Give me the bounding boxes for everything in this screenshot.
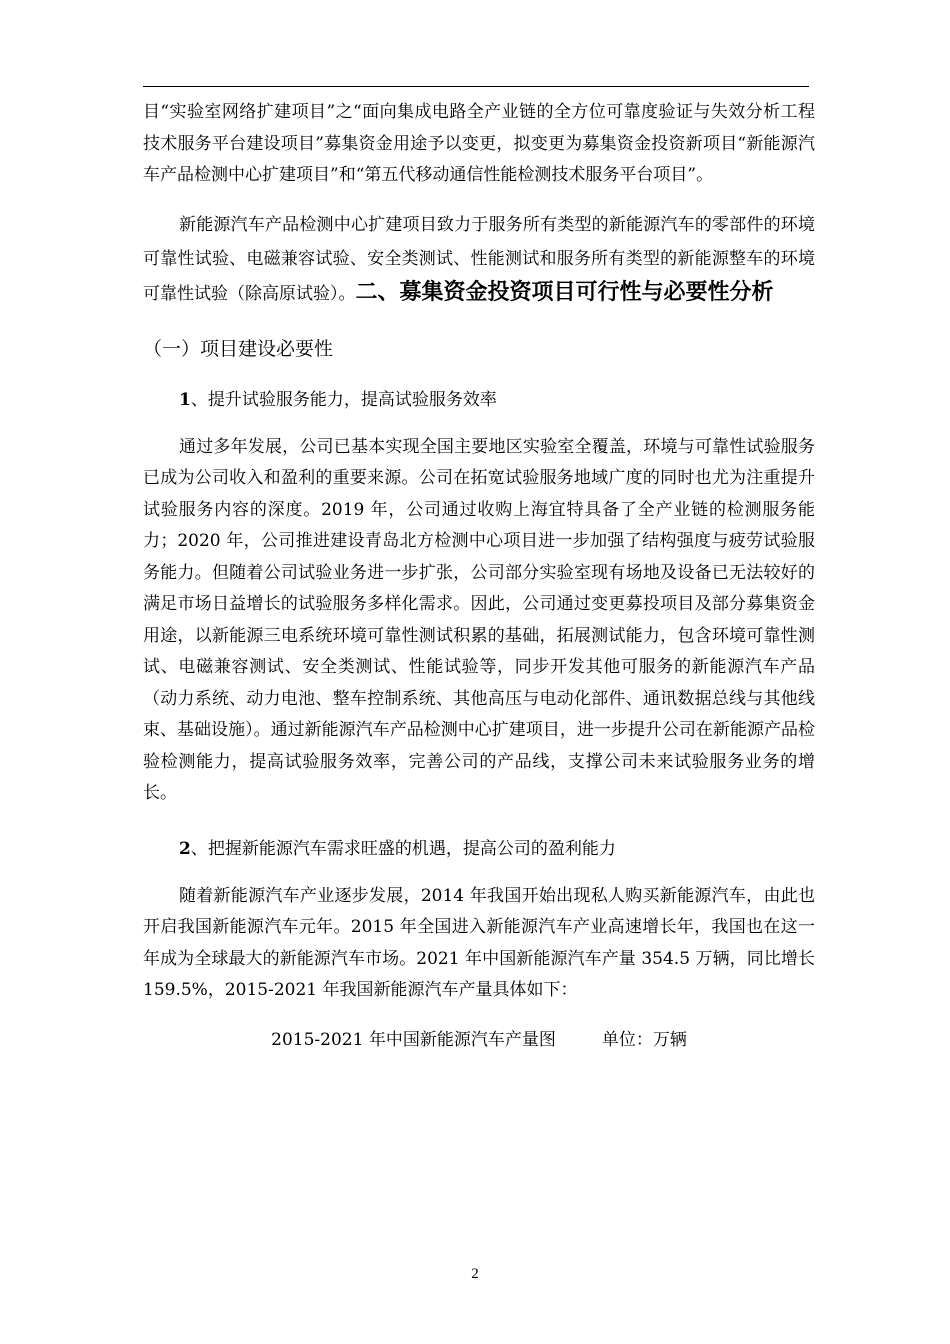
item-number-2: 2 — [179, 838, 191, 859]
document-body — [143, 97, 815, 1056]
figure-caption-title: 2015-2021 年中国新能源汽车产量图 — [271, 1029, 556, 1050]
item-title-1 — [143, 385, 815, 416]
item-text-2: 、把握新能源汽车需求旺盛的机遇，提高公司的盈利能力 — [190, 838, 616, 859]
paragraph-project-scope — [143, 208, 815, 311]
item-number-1: 1 — [179, 389, 191, 410]
paragraph-item-2: 随着新能源汽车产业逐步发展，2014 年我国开始出现私人购买新能源汽车，由此也开启我国新能源汽车元年。2015 年全国进入新能源汽车产业高速增长年，我国也在这一年成为全球最大的新能源汽车市场。2021 年中国新能源汽车产量 354.5 万辆，同比增长 159.5%，2015-2021 年我国新能源汽车产量具体如下： — [143, 885, 815, 1000]
header-rule — [143, 86, 809, 87]
section-heading: 二、募集资金投资项目可行性与必要性分析 — [355, 279, 774, 305]
paragraph-project-scope-text: 新能源汽车产品检测中心扩建项目致力于服务所有类型的新能源汽车的零部件的环境可靠性试验、电磁兼容试验、安全类测试、性能测试和服务所有类型的新能源整车的环境可靠性试验（除高原试验）。 — [143, 214, 815, 304]
item-title-2 — [143, 834, 815, 865]
subsection-heading: （一）项目建设必要性 — [143, 337, 334, 360]
page-number: 2 — [471, 1266, 479, 1282]
paragraph-continued: 目“实验室网络扩建项目”之“面向集成电路全产业链的全方位可靠度验证与失效分析工程技术服务平台建设项目”募集资金用途予以变更，拟变更为募集资金投资新项目“新能源汽车产品检测中心扩建项目”和“第五代移动通信性能检测技术服务平台项目”。 — [143, 102, 815, 185]
figure-caption-unit: 单位：万辆 — [601, 1029, 687, 1050]
paragraph-item-1: 通过多年发展，公司已基本实现全国主要地区实验室全覆盖，环境与可靠性试验服务已成为公司收入和盈利的重要来源。公司在拓宽试验服务地域广度的同时也尤为注重提升试验服务内容的深度。2019 年，公司通过收购上海宜特具备了全产业链的检测服务能力；2020 年，公司推进建设青岛北方检测中心项目进一步加强了结构强度与疲劳试验服务能力。但随着公司试验业务进一步扩张，公司部分实验室现有场地及设备已无法较好的满足市场日益增长的试验服务多样化需求。因此，公司通过变更募投项目及部分募集资金用途，以新能源三电系统环境可靠性测试积累的基础，拓展测试能力，包含环境可靠性测试、电磁兼容测试、安全类测试、性能试验等，同步开发其他可服务的新能源汽车产品（动力系统、动力电池、整车控制系统、其他高压与电动化部件、通讯数据总线与其他线束、基础设施）。通过新能源汽车产品检测中心扩建项目，进一步提升公司在新能源产品检验检测能力，提高试验服务效率，完善公司的产品线，支撑公司未来试验服务业务的增长。 — [143, 436, 815, 803]
figure-caption — [143, 1025, 815, 1056]
item-text-1: 、提升试验服务能力，提高试验服务效率 — [190, 389, 497, 410]
